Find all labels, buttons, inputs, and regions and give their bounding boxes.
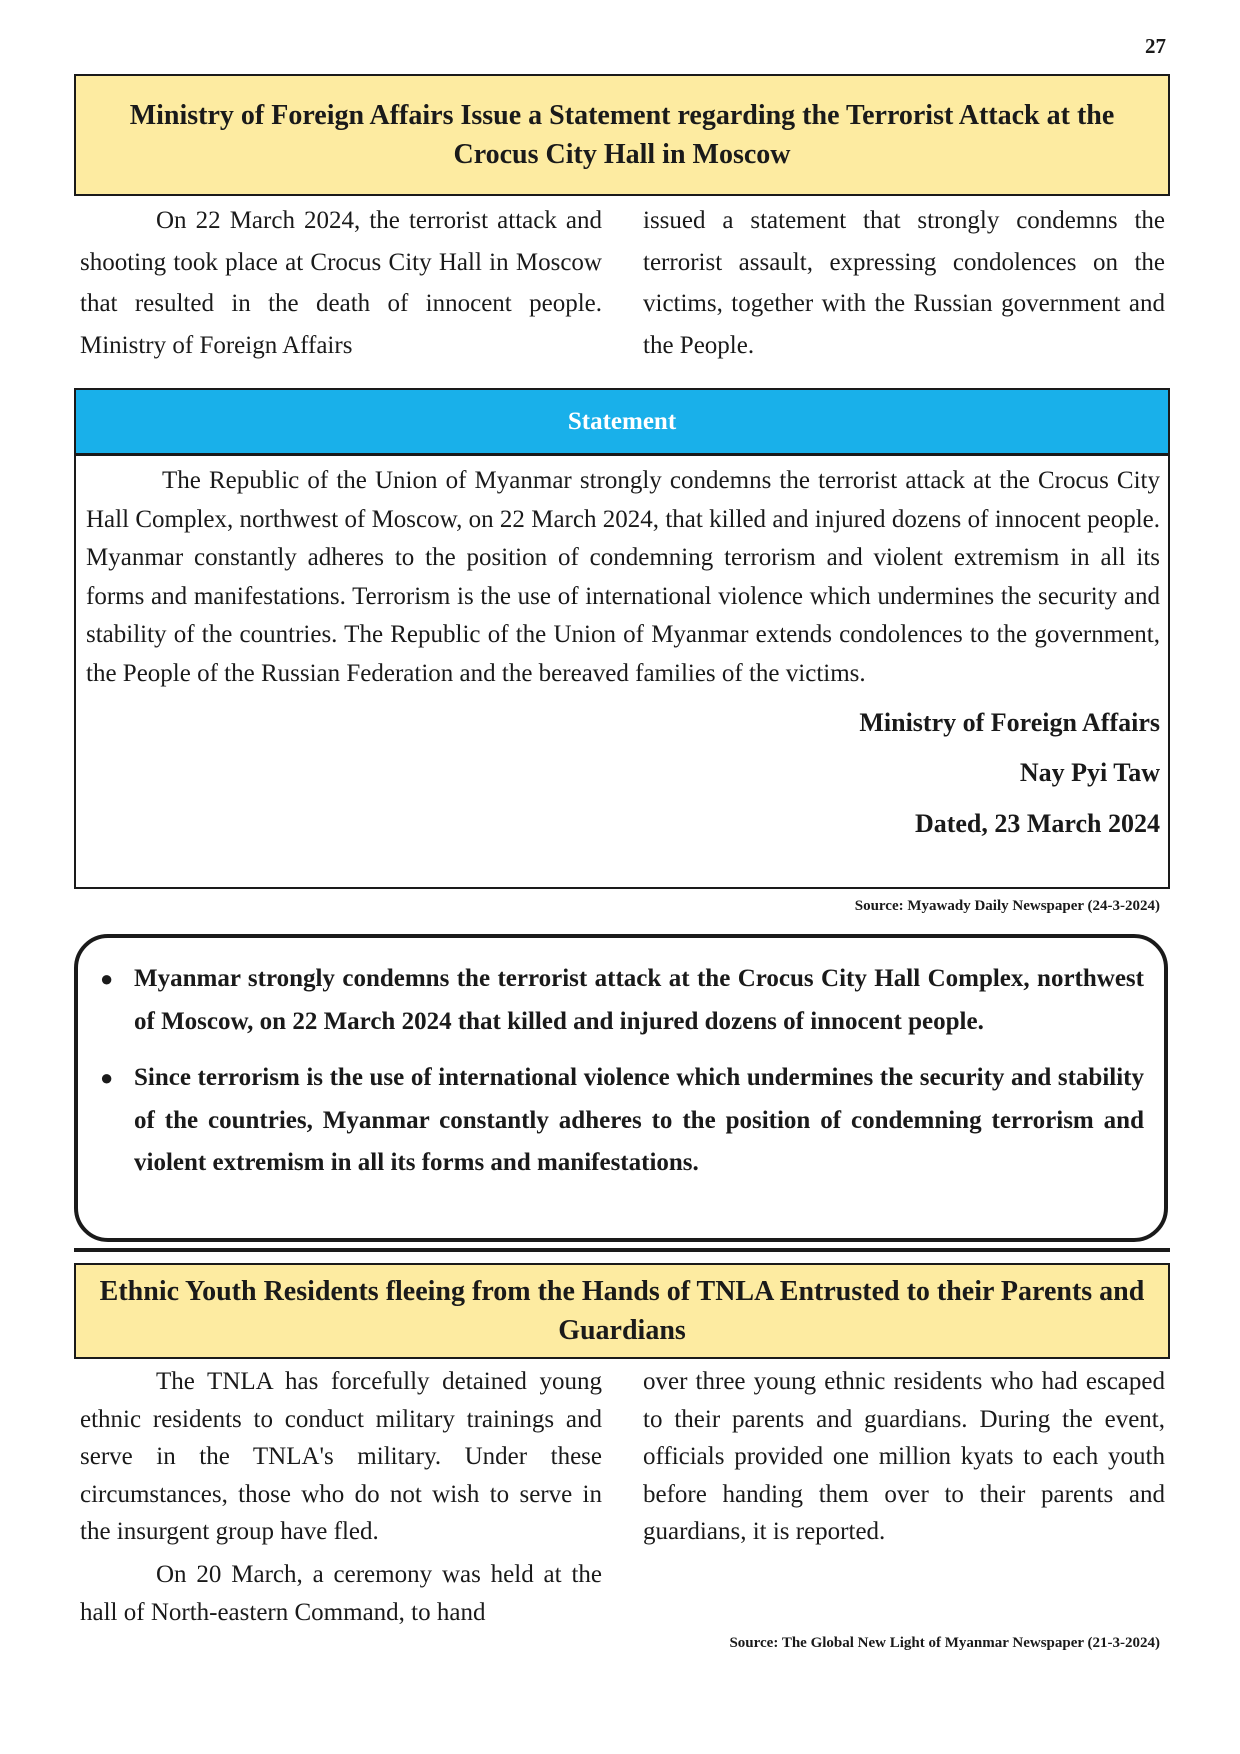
article1-paragraph-continued: issued a statement that strongly condemns the terrorist assault, expressing condolences on the victims, together with the Russian government and the People.: [643, 207, 1165, 359]
bullet-icon: ●: [100, 966, 114, 991]
article2-title: [74, 1263, 1170, 1359]
statement-signature: [86, 698, 1160, 850]
highlight-text: Since terrorism is the use of international violence which undermines the security and stability of the countries, Myanmar constantly adheres to the position of condemning terrorism and violent extremism in all its forms and manifestations.: [134, 1064, 1144, 1176]
article1-column-right: [643, 200, 1165, 366]
statement-box: [74, 388, 1170, 889]
article2-column-left: [80, 1363, 602, 1631]
highlights-list: [98, 958, 1144, 1185]
article1-paragraph: On 22 March 2024, the terrorist attack and shooting took place at Crocus City Hall in Moscow that resulted in the death of innocent people. Ministry of Foreign Affairs: [80, 207, 602, 359]
section-divider: [74, 1248, 1170, 1252]
source-citation: Source: Myawady Daily Newspaper (24-3-2024): [854, 898, 1160, 914]
highlight-item: [98, 1057, 1144, 1185]
article1-body: [80, 200, 1165, 366]
bullet-icon: ●: [100, 1065, 114, 1090]
article2-paragraph: The TNLA has forcefully detained young ethnic residents to conduct military trainings and serve in the TNLA's military. Under these circumstances, those who do not wish to serve in the insurgent group have fled.: [80, 1368, 602, 1546]
statement-text: The Republic of the Union of Myanmar strongly condemns the terrorist attack at the Crocus City Hall Complex, northwest of Moscow, on 22 March 2024, that killed and injured dozens of innocent people. Myanmar constantly adheres to the position of condemning terrorism and violent extremism in all its forms and manifestations. Terrorism is the use of international violence which undermines the security and stability of the countries. The Republic of the Union of Myanmar extends condolences to the government, the People of the Russian Federation and the bereaved families of the victims.: [86, 467, 1160, 687]
statement-header: Statement: [76, 390, 1168, 456]
signature-ministry: Ministry of Foreign Affairs: [859, 707, 1160, 737]
article2-body: [80, 1363, 1165, 1631]
source-citation: Source: The Global New Light of Myanmar Newspaper (21-3-2024): [729, 1635, 1160, 1651]
article1-title: [74, 74, 1170, 196]
highlight-text: Myanmar strongly condemns the terrorist attack at the Crocus City Hall Complex, northwest of Moscow, on 22 March 2024 that killed and injured dozens of innocent people.: [134, 965, 1144, 1035]
article2-column-right: [643, 1363, 1165, 1631]
signature-location: Nay Pyi Taw: [1019, 758, 1160, 788]
article2-paragraph: On 20 March, a ceremony was held at the hall of North-eastern Command, to hand: [80, 1560, 602, 1626]
highlight-item: [98, 958, 1144, 1043]
article1-column-left: [80, 200, 602, 366]
article2-paragraph-continued: over three young ethnic residents who had escaped to their parents and guardians. During the event, officials provided one million kyats to each youth before handing them over to their parents and guardians, it is reported.: [643, 1368, 1165, 1546]
article1-title-text: Ministry of Foreign Affairs Issue a Statement regarding the Terrorist Attack at the Crocus City Hall in Moscow: [129, 100, 1115, 170]
article2-title-text: Ethnic Youth Residents fleeing from the Hands of TNLA Entrusted to their Parents and Guardians: [99, 1276, 1145, 1346]
signature-date: Dated, 23 March 2024: [914, 808, 1160, 838]
page-number: 27: [1145, 34, 1166, 58]
statement-body: [76, 456, 1168, 849]
highlights-box: [74, 934, 1168, 1242]
